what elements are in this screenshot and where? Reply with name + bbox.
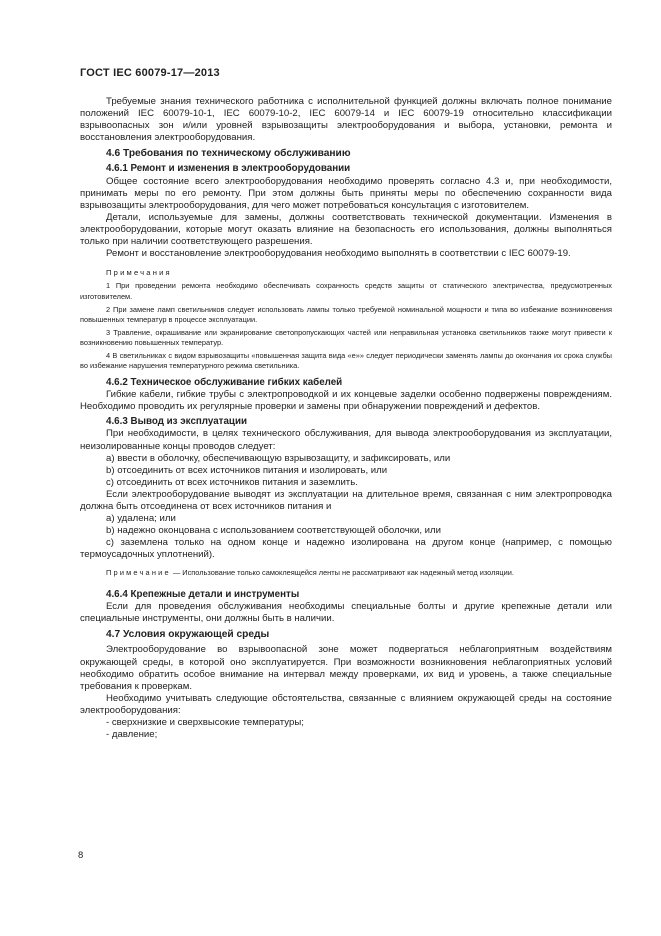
paragraph: c) заземлена только на одном конце и надежно изолирована на другом конце (например, с помощью термоусадочных уплотнений). xyxy=(80,537,612,561)
list-item: - давление; xyxy=(106,729,158,741)
paragraph: Если для проведения обслуживания необходимы специальные болты и другие крепежные детали или специальные инструменты, они должны быть в наличии. xyxy=(80,601,612,625)
paragraph: Гибкие кабели, гибкие трубы с электропроводкой и их концевые заделки особенно подвержены повреждениям. Необходимо проводить их регулярные проверки и замены при обнаружении повреждений и дефектов. xyxy=(80,389,612,413)
section-heading: 4.6 Требования по техническому обслуживанию xyxy=(106,148,351,160)
section-heading: 4.6.1 Ремонт и изменения в электрооборудовании xyxy=(106,163,351,175)
note: 1 При проведении ремонта необходимо обеспечивать сохранность средств защиты от статического электричества, предусмотренных изготовителем. xyxy=(80,281,612,301)
body-text xyxy=(80,96,612,741)
paragraph: Детали, используемые для замены, должны соответствовать технической документации. Изменения в электрооборудовании, которые могут оказать влияние на безопасность его использования, должны выполняться только при наличии соответствующего разрешения. xyxy=(80,211,612,248)
running-header: ГОСТ IEC 60079-17—2013 xyxy=(80,67,220,79)
note-label: Примечание xyxy=(106,568,171,578)
paragraph: Ремонт и восстановление электрооборудования необходимо выполнять в соответствии с IEC 60079-19. xyxy=(106,248,571,260)
list-item: a) удалена; или xyxy=(106,513,176,525)
section-heading: 4.7 Условия окружающей среды xyxy=(106,629,270,641)
paragraph: При необходимости, в целях технического обслуживания, для вывода электрооборудования из эксплуатации, неизолированные концы проводов следует: xyxy=(80,428,612,452)
paragraph: Требуемые знания технического работника с исполнительной функцией должны включать полное понимание положений IEC 60079-10-1, IEC 60079-10-2, IEC 60079-14 и IEC 60079-19 относительно классификации взрывоопасных зон и/или уровней взрывозащиты электрооборудования и выбора, установки, ремонта и восстановления электрооборудования. xyxy=(80,96,612,144)
section-heading: 4.6.2 Техническое обслуживание гибких кабелей xyxy=(106,377,343,389)
paragraph: Если электрооборудование выводят из эксплуатации на длительное время, связанная с ним электропроводка должна быть отсоединена от всех источников питания и xyxy=(80,488,612,512)
paragraph: Общее состояние всего электрооборудования необходимо проверять согласно 4.3 и, при необходимости, принимать меры по его ремонту. При этом должны быть приняты меры по обеспечению сохранности вида взрывозащиты электрооборудования, для чего может потребоваться консультация с изготовителем. xyxy=(80,175,612,211)
list-item: b) надежно оконцована с использованием соответствующей оболочки, или xyxy=(106,525,441,537)
paragraph: Необходимо учитывать следующие обстоятельства, связанные с влиянием окружающей среды на состояние электрооборудования: xyxy=(80,692,612,716)
list-item: c) отсоединить от всех источников питания и заземлить. xyxy=(106,476,358,488)
list-item: - сверхнизкие и сверхвысокие температуры; xyxy=(106,717,304,728)
note: 2 При замене ламп светильников следует использовать лампы только требуемой номинальной мощности и типа во избежание возникновения повышенных температур в процессе эксплуатации. xyxy=(80,304,612,325)
list-item: a) ввести в оболочку, обеспечивающую взрывозащиту, и зафиксировать, или xyxy=(106,452,451,464)
page-number: 8 xyxy=(78,850,84,861)
note-text: — Использование только самоклеящейся ленты не рассматривают как надежный метод изоляции. xyxy=(170,568,514,578)
note xyxy=(80,568,612,579)
section-heading: 4.6.4 Крепежные детали и инструменты xyxy=(106,589,300,601)
note: 4 В светильниках с видом взрывозащиты «повышенная защита вида «е»» следует периодически заменять лампы до окончания их срока службы во избежание нарушения температурного режима светильника. xyxy=(80,350,612,371)
note: 3 Травление, окрашивание или экранирование светопропускающих частей или неправильная установка светильников также могут привести к возникновению повышенных температур. xyxy=(80,327,612,348)
list-item: b) отсоединить от всех источников питания и изолировать, или xyxy=(106,464,388,476)
note-title: Примечания xyxy=(106,268,172,278)
paragraph: Электрооборудование во взрывоопасной зоне может подвергаться неблагоприятным воздействиям окружающей среды, в которой оно эксплуатируется. При возможности возникновения неблагоприятных условий необходимо обратить особое внимание на интервал между проверками, их вид и уровень, а также специальные требования к проверкам. xyxy=(80,644,612,692)
section-heading: 4.6.3 Вывод из эксплуатации xyxy=(106,416,247,428)
